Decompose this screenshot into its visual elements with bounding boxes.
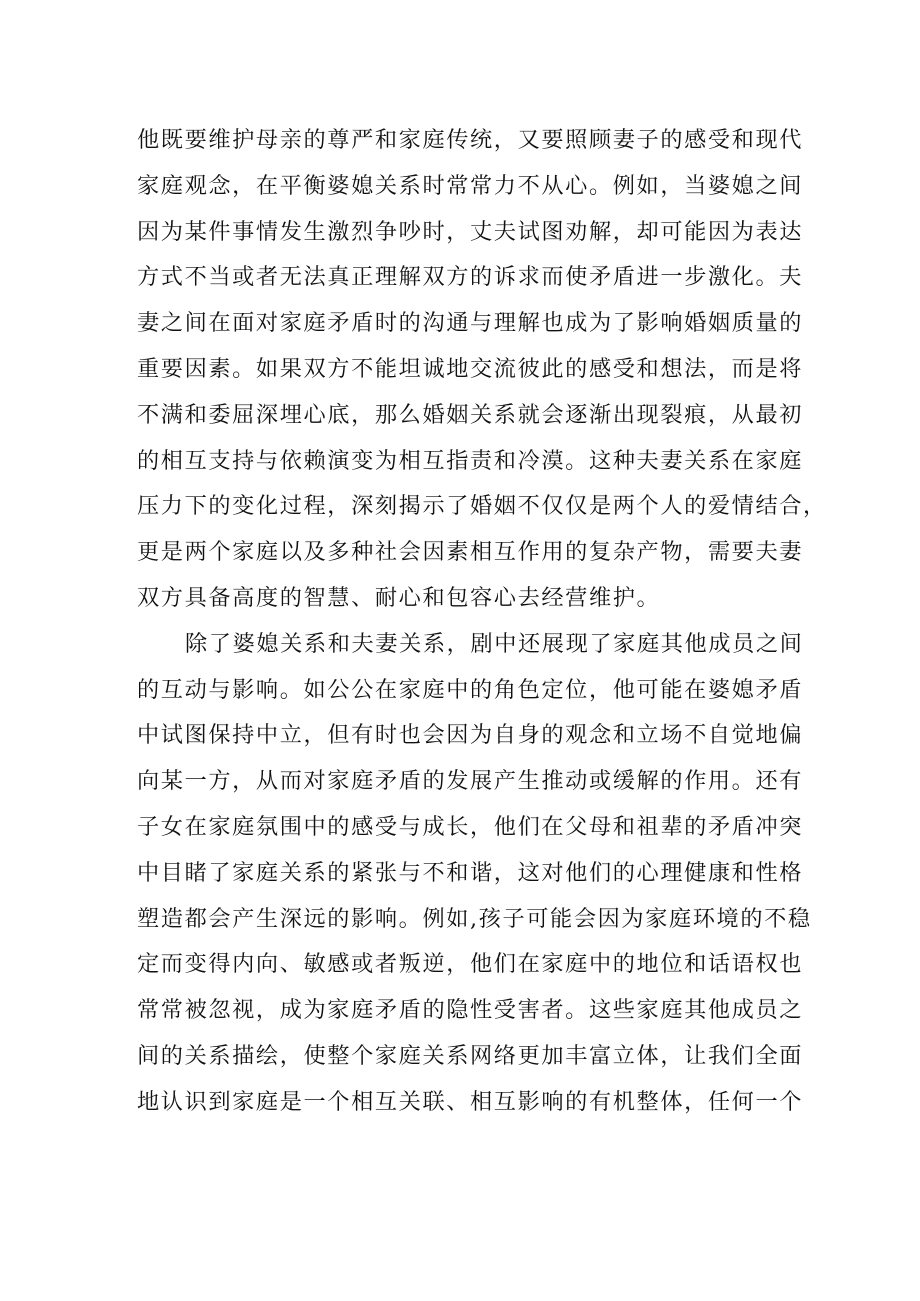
paragraph-1-line-2: 家庭观念，在平衡婆媳关系时常常力不从心。例如，当婆媳之间 (137, 172, 804, 199)
paragraph-2-line-2: 的互动与影响。如公公在家庭中的角色定位，他可能在婆媳矛盾 (137, 676, 804, 703)
paragraph-1-line-1: 他既要维护母亲的尊严和家庭传统，又要照顾妻子的感受和现代 (137, 127, 804, 153)
paragraph-2-line-7: 塑造都会产生深远的影响。例如,孩子可能会因为家庭环境的不稳 (137, 905, 812, 932)
paragraph-1-line-11: 双方具备高度的智慧、耐心和包容心去经营维护。 (137, 584, 661, 611)
paragraph-1-line-5: 妻之间在面对家庭矛盾时的沟通与理解也成为了影响婚姻质量的 (137, 310, 804, 337)
paragraph-2-line-5: 子女在家庭氛围中的感受与成长，他们在父母和祖辈的矛盾冲突 (137, 813, 804, 840)
paragraph-1-line-8: 的相互支持与依赖演变为相互指责和冷漠。这种夫妻关系在家庭 (137, 447, 804, 474)
paragraph-1-line-9: 压力下的变化过程，深刻揭示了婚姻不仅仅是两个人的爱情结合， (137, 493, 827, 520)
paragraph-2-line-6: 中目睹了家庭关系的紧张与不和谐，这对他们的心理健康和性格 (137, 859, 804, 886)
paragraph-2-line-10: 间的关系描绘，使整个家庭关系网络更加丰富立体，让我们全面 (137, 1042, 804, 1069)
paragraph-2-line-11: 地认识到家庭是一个相互关联、相互影响的有机整体，任何一个 (137, 1088, 804, 1115)
paragraph-2-line-3: 中试图保持中立，但有时也会因为自身的观念和立场不自觉地偏 (137, 722, 804, 749)
paragraph-2-line-9: 常常被忽视，成为家庭矛盾的隐性受害者。这些家庭其他成员之 (137, 997, 804, 1024)
paragraph-1-line-3: 因为某件事情发生激烈争吵时，丈夫试图劝解，却可能因为表达 (137, 218, 804, 245)
paragraph-1-line-6: 重要因素。如果双方不能坦诚地交流彼此的感受和想法，而是将 (137, 355, 804, 382)
paragraph-1-line-4: 方式不当或者无法真正理解双方的诉求而使矛盾进一步激化。夫 (137, 264, 804, 291)
paragraph-1-line-7: 不满和委屈深埋心底，那么婚姻关系就会逐渐出现裂痕，从最初 (137, 401, 804, 428)
paragraph-2-line-4: 向某一方，从而对家庭矛盾的发展产生推动或缓解的作用。还有 (137, 768, 804, 795)
paragraph-2-line-8: 定而变得内向、敏感或者叛逆，他们在家庭中的地位和话语权也 (137, 951, 804, 978)
paragraph-1-line-10: 更是两个家庭以及多种社会因素相互作用的复杂产物，需要夫妻 (137, 539, 804, 566)
document-body (137, 118, 827, 1126)
paragraph-2-line-1: 除了婆媳关系和夫妻关系，剧中还展现了家庭其他成员之间 (185, 630, 804, 657)
